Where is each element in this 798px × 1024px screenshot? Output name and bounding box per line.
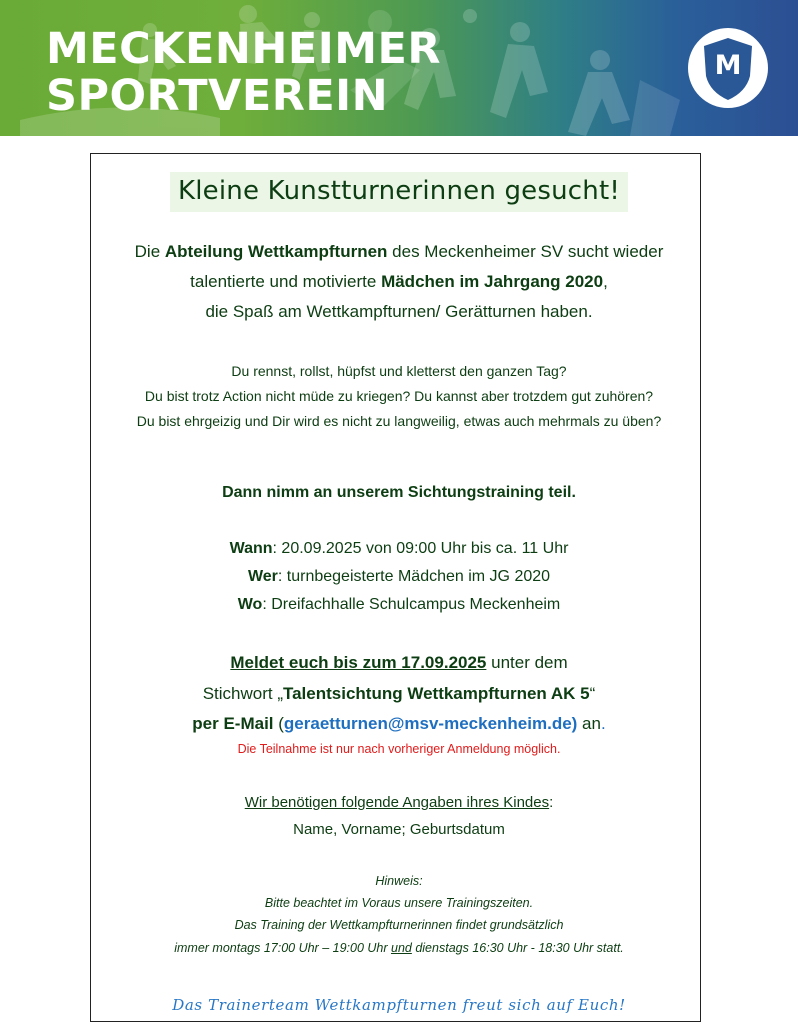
hint-text: dienstags 16:30 Uhr - 18:30 Uhr statt. <box>411 941 624 955</box>
detail-label: Wo <box>237 596 263 613</box>
registration-line-2 <box>0 684 798 704</box>
intro-text: des Meckenheimer SV sucht wieder <box>387 242 664 261</box>
registration-line-1 <box>0 653 798 673</box>
hint-line: Das Training der Wettkampfturnerinnen findet grundsätzlich <box>234 918 564 932</box>
call-to-action: Dann nimm an unserem Sichtungstraining teil. <box>222 484 576 501</box>
detail-label: Wer <box>247 568 278 585</box>
required-heading-colon: : <box>549 794 554 811</box>
registration-text: unter dem <box>486 653 568 672</box>
header-banner <box>0 0 798 136</box>
required-heading-text: Wir benötigen folgende Angaben ihres Kindes <box>244 794 550 811</box>
club-name-line2: SPORTVEREIN <box>46 71 389 121</box>
detail-value: : Dreifachhalle Schulcampus Meckenheim <box>262 596 561 613</box>
question-line: Du bist trotz Action nicht müde zu kriegen? Du kannst aber trotzdem gut zuhören? <box>144 388 654 404</box>
hint-text: immer montags 17:00 Uhr – 19:00 Uhr <box>174 941 391 955</box>
registration-text: “ <box>589 684 596 703</box>
headline: Kleine Kunstturnerinnen gesucht! <box>170 172 628 212</box>
question-line: Du bist ehrgeizig und Dir wird es nicht zu langweilig, etwas auch mehrmals zu üben? <box>136 413 662 429</box>
detail-value: : 20.09.2025 von 09:00 Uhr bis ca. 11 Uhr <box>272 540 569 557</box>
hint-text-emphasis: und <box>391 941 412 955</box>
registration-text: an <box>577 714 601 733</box>
registration-method: per E-Mail <box>192 714 274 733</box>
registration-note: Die Teilnahme ist nur nach vorheriger Anmeldung möglich. <box>237 742 561 756</box>
registration-deadline: Meldet euch bis zum 17.09.2025 <box>230 653 487 672</box>
registration-text: . <box>600 714 606 733</box>
detail-when <box>0 540 798 558</box>
club-logo <box>688 28 768 108</box>
registration-line-3 <box>0 714 798 734</box>
intro-text: talentierte und motivierte <box>190 272 382 291</box>
intro-text: , <box>603 272 608 291</box>
club-name <box>46 26 441 120</box>
intro-line-3: die Spaß am Wettkampfturnen/ Gerätturnen haben. <box>205 302 593 321</box>
intro-line-2 <box>0 272 798 292</box>
closing-signature: Das Trainerteam Wettkampfturnen freut sich auf Euch! <box>172 996 626 1014</box>
required-info-heading <box>0 794 798 811</box>
logo-letter: M <box>714 50 742 81</box>
detail-label: Wann <box>229 540 273 557</box>
intro-text: Die <box>134 242 165 261</box>
hint-line: Bitte beachtet im Voraus unsere Trainingszeiten. <box>264 896 534 910</box>
detail-value: : turnbegeisterte Mädchen im JG 2020 <box>277 568 551 585</box>
club-name-line1: MECKENHEIMER <box>46 24 442 74</box>
registration-keyword: Talentsichtung Wettkampfturnen AK 5 <box>282 684 590 703</box>
required-info-fields: Name, Vorname; Geburtsdatum <box>293 821 505 838</box>
target-group: Mädchen im Jahrgang 2020 <box>381 272 604 291</box>
question-line: Du rennst, rollst, hüpfst und kletterst den ganzen Tag? <box>231 363 567 379</box>
detail-who <box>0 568 798 586</box>
hint-line-schedule <box>0 941 798 955</box>
registration-text: ( <box>273 714 284 733</box>
registration-text: Stichwort „ <box>202 684 283 703</box>
email-link[interactable]: geraetturnen@msv-meckenheim.de) <box>283 714 578 733</box>
department-name: Abteilung Wettkampfturnen <box>164 242 388 261</box>
hint-title: Hinweis: <box>375 874 423 888</box>
detail-where <box>0 596 798 614</box>
intro-line-1 <box>0 242 798 262</box>
